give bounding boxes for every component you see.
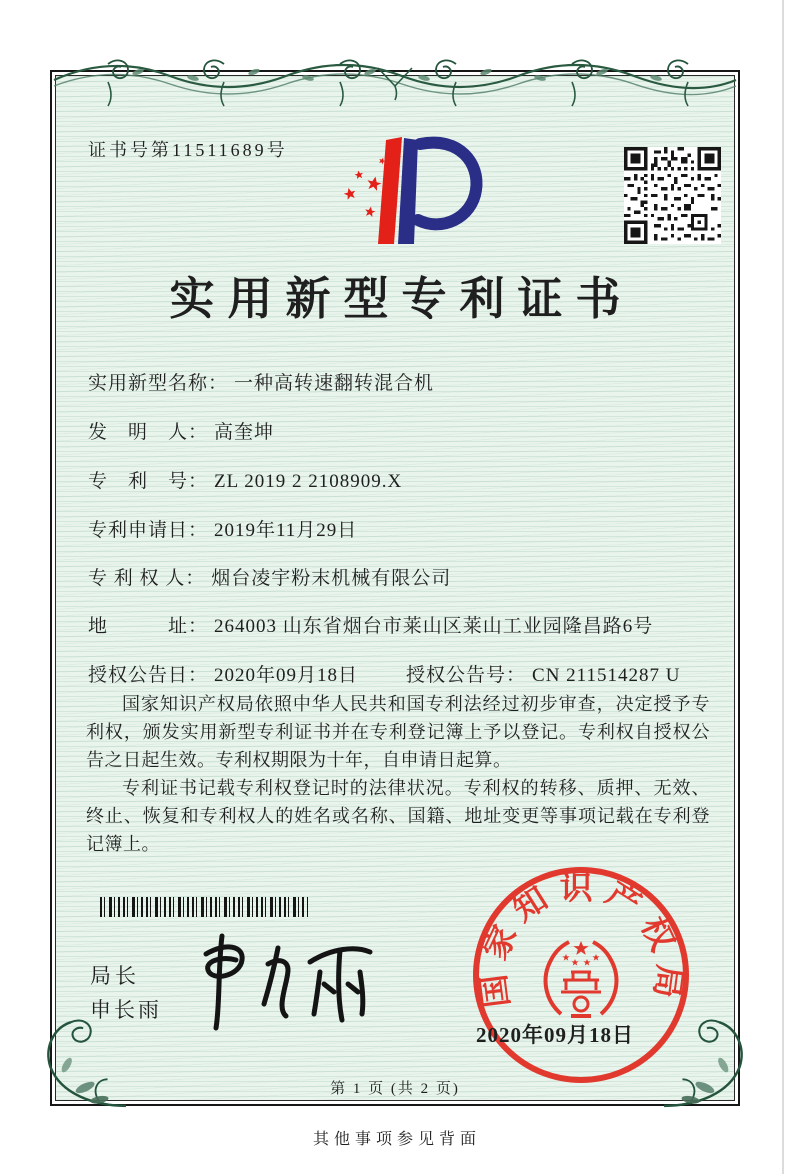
field-value: ZL 2019 2 2108909.X xyxy=(214,471,403,492)
field-row-patentee xyxy=(88,563,718,590)
grant-date-value: 2020年09月18日 xyxy=(214,665,359,686)
director-title: 局长 xyxy=(90,965,140,988)
field-label: 实用新型名称： xyxy=(88,373,229,394)
seal-date: 2020年09月18日 xyxy=(476,1023,634,1047)
field-label: 发 明 人： xyxy=(88,422,209,443)
page-number: 第 1 页 (共 2 页) xyxy=(330,1081,460,1097)
official-seal-icon xyxy=(462,856,700,1094)
field-label: 专 利 号： xyxy=(88,471,209,492)
grant-no-value: CN 211514287 U xyxy=(532,665,681,686)
footer-note: 其他事项参见背面 xyxy=(312,1131,481,1148)
seal-text: 国家知识产权局 xyxy=(473,868,689,1011)
national-emblem-icon xyxy=(546,941,617,1016)
cnipa-logo-icon xyxy=(328,132,490,256)
field-value: 2019年11月29日 xyxy=(214,520,358,541)
qr-code-icon xyxy=(624,147,721,244)
scan-edge-line xyxy=(782,0,784,1174)
grant-no-label: 授权公告号： xyxy=(406,665,527,686)
field-row-patent-no xyxy=(88,466,718,493)
corner-flourish-icon xyxy=(28,1012,130,1114)
garland-ornament-icon xyxy=(48,44,742,126)
field-row-address xyxy=(88,611,718,638)
field-value: 264003 山东省烟台市莱山区莱山工业园隆昌路6号 xyxy=(214,616,654,637)
field-row-name xyxy=(88,368,718,395)
field-row-inventor xyxy=(88,417,718,444)
field-row-grant xyxy=(88,660,718,687)
director-name: 申长雨 xyxy=(90,999,162,1022)
legal-text xyxy=(86,690,710,858)
certificate-title: 实用新型专利证书 xyxy=(169,274,634,324)
field-value: 高奎坤 xyxy=(214,422,275,443)
svg-text:国家知识产权局 xyxy=(473,869,689,1010)
field-label: 专利申请日： xyxy=(88,520,209,541)
field-value: 烟台凌宇粉末机械有限公司 xyxy=(211,568,452,589)
barcode-icon xyxy=(100,897,308,917)
certificate-number: 证书号第11511689号 xyxy=(88,140,288,160)
legal-paragraph: 专利证书记载专利权登记时的法律状况。专利权的转移、质押、无效、终止、恢复和专利权人的姓名或名称、国籍、地址变更等事项记载在专利登记簿上。 xyxy=(86,778,710,854)
field-row-filing-date xyxy=(88,515,718,542)
field-value: 一种高转速翻转混合机 xyxy=(234,373,435,394)
handwritten-signature-icon xyxy=(192,918,387,1036)
legal-paragraph: 国家知识产权局依照中华人民共和国专利法经过初步审查，决定授予专利权，颁发实用新型专利证书并在专利登记簿上予以登记。专利权自授权公告之日起生效。专利权期限为十年，自申请日起算。 xyxy=(86,694,710,770)
field-label: 地 址： xyxy=(88,616,209,637)
grant-date-label: 授权公告日： xyxy=(88,665,209,686)
field-label: 专 利 权 人： xyxy=(88,568,206,589)
